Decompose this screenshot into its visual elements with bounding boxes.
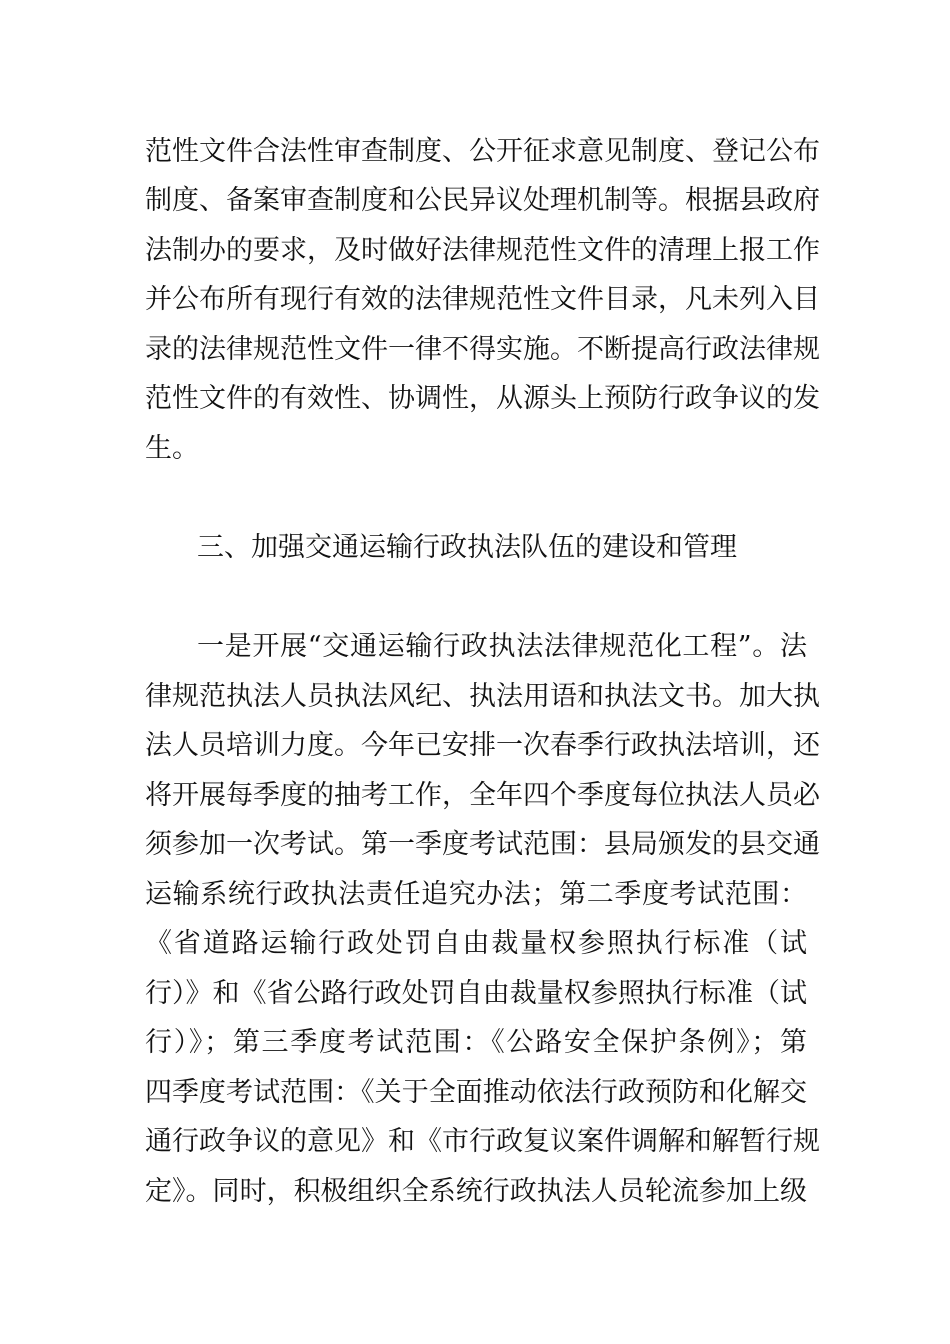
paragraph-2-line-3: 法人员培训力度。今年已安排一次春季行政执法培训，还 xyxy=(145,730,820,761)
paragraph-1-line-5: 录的法律规范性文件一律不得实施。不断提高行政法律规 xyxy=(145,334,820,365)
paragraph-2-line-9: 行）》；第三季度考试范围：《公路安全保护条例》；第 xyxy=(145,1027,807,1058)
paragraph-2-line-4: 将开展每季度的抽考工作，全年四个季度每位执法人员必 xyxy=(145,780,820,811)
paragraph-2-line-7: 《省道路运输行政处罚自由裁量权参照执行标准（试 xyxy=(145,928,807,959)
paragraph-2-line-1: 一是开展“交通运输行政执法法律规范化工程”。法 xyxy=(197,631,807,662)
paragraph-1-line-2: 制度、备案审查制度和公民异议处理机制等。根据县政府 xyxy=(145,185,820,216)
paragraph-2-line-2: 律规范执法人员执法风纪、执法用语和执法文书。加大执 xyxy=(145,681,820,712)
paragraph-2-line-8: 行）》和《省公路行政处罚自由裁量权参照执行标准（试 xyxy=(145,978,807,1009)
paragraph-2-line-6: 运输系统行政执法责任追究办法；第二季度考试范围： xyxy=(145,879,807,910)
paragraph-1-line-6: 范性文件的有效性、协调性，从源头上预防行政争议的发 xyxy=(145,383,820,414)
section-heading: 三、加强交通运输行政执法队伍的建设和管理 xyxy=(197,532,737,563)
paragraph-1-line-4: 并公布所有现行有效的法律规范性文件目录，凡未列入目 xyxy=(145,284,820,315)
paragraph-2-line-10: 四季度考试范围：《关于全面推动依法行政预防和化解交 xyxy=(145,1077,807,1108)
paragraph-1-line-3: 法制办的要求，及时做好法律规范性文件的清理上报工作 xyxy=(145,235,820,266)
paragraph-2-line-12: 定》。同时，积极组织全系统行政执法人员轮流参加上级 xyxy=(145,1176,807,1207)
paragraph-2-line-11: 通行政争议的意见》和《市行政复议案件调解和解暂行规 xyxy=(145,1126,820,1157)
paragraph-1-line-1: 范性文件合法性审查制度、公开征求意见制度、登记公布 xyxy=(145,136,820,167)
paragraph-1-line-7: 生。 xyxy=(145,433,199,464)
paragraph-2-line-5: 须参加一次考试。第一季度考试范围：县局颁发的县交通 xyxy=(145,829,820,860)
